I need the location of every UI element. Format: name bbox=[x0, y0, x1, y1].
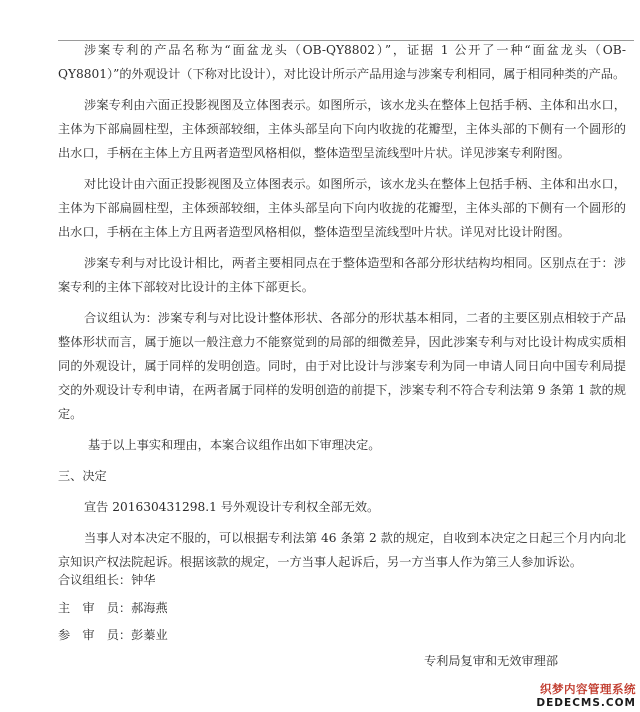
watermark-title: 织梦内容管理系统 bbox=[540, 682, 636, 696]
document-body bbox=[58, 38, 626, 581]
paragraph-product-comparison: 涉案专利的产品名称为“面盆龙头（OB-QY8802）”，证据 1 公开了一种“面盆龙头（OB-QY8801）”的外观设计（下称对比设计），对比设计所示产品用途与涉案专利相同，属于相同种类的产品。 bbox=[58, 43, 626, 81]
paragraph-decision: 宣告 201630431298.1 号外观设计专利权全部无效。 bbox=[84, 500, 380, 514]
issuing-department: 专利局复审和无效审理部 bbox=[424, 654, 559, 668]
section-heading-decision: 三、决定 bbox=[58, 469, 107, 483]
paragraph-comparison-description: 对比设计由六面正投影视图及立体图表示。如图所示，该水龙头在整体上包括手柄、主体和出水口，主体为下部扁圆柱型，主体颈部较细，主体头部呈向下向内收拢的花瓣型，主体头部的下侧有一个圆形的出水口，手柄在主体上方且两者造型风格相似，整体造型呈流线型叶片状。详见对比设计附图。 bbox=[58, 177, 626, 239]
paragraph-patent-description: 涉案专利由六面正投影视图及立体图表示。如图所示，该水龙头在整体上包括手柄、主体和出水口，主体为下部扁圆柱型，主体颈部较细，主体头部呈向下向内收拢的花瓣型，主体头部的下侧有一个圆形的出水口，手柄在主体上方且两者造型风格相似，整体造型呈流线型叶片状。详见涉案专利附图。 bbox=[58, 98, 626, 160]
watermark-logo bbox=[536, 682, 636, 710]
signature-chief-examiner: 主 审 员：郝海燕 bbox=[58, 601, 168, 615]
paragraph-differences: 涉案专利与对比设计相比，两者主要相同点在于整体造型和各部分形状结构均相同。区别点在于：涉案专利的主体下部较对比设计的主体下部更长。 bbox=[58, 256, 626, 294]
paragraph-panel-opinion: 合议组认为：涉案专利与对比设计整体形状、各部分的形状基本相同，二者的主要区别点相较于产品整体形状而言，属于施以一般注意力不能察觉到的局部的细微差异，因此涉案专利与对比设计构成实质相同的外观设计，属于同样的发明创造。同时，由于对比设计与涉案专利为同一申请人同日向中国专利局提交的外观设计专利申请，在两者属于同样的发明创造的前提下，涉案专利不符合专利法第 9 条第 1 款的规定。 bbox=[58, 311, 626, 421]
signature-examiner: 参 审 员：彭蓁业 bbox=[58, 628, 168, 642]
signature-panel-leader: 合议组组长：钟华 bbox=[58, 573, 156, 587]
paragraph-conclusion-lead: 基于以上事实和理由，本案合议组作出如下审理决定。 bbox=[88, 438, 381, 452]
paragraph-appeal-notice: 当事人对本决定不服的，可以根据专利法第 46 条第 2 款的规定，自收到本决定之日起三个月内向北京知识产权法院起诉。根据该款的规定，一方当事人起诉后，另一方当事人作为第三人参加诉讼。 bbox=[58, 531, 626, 569]
watermark-domain: DEDECMS.COM bbox=[536, 697, 636, 709]
